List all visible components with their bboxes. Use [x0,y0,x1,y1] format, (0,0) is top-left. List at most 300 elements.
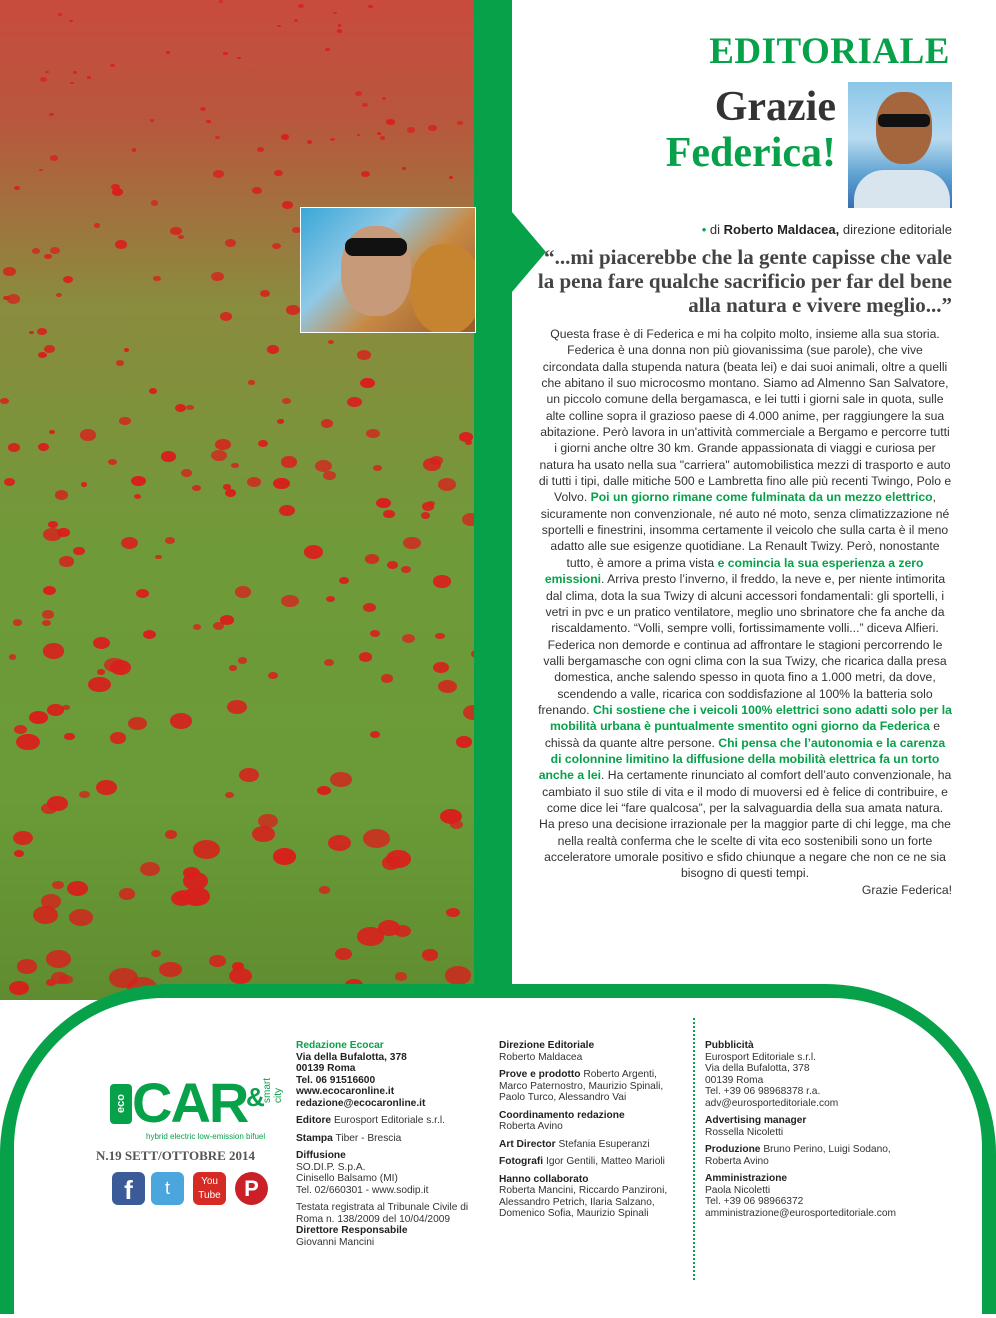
poppy [273,848,296,864]
poppy [321,419,333,427]
poppy [260,290,270,297]
poppy [13,619,22,626]
poppy [381,674,393,683]
youtube-icon[interactable]: You Tube [193,1172,226,1205]
poppy [178,235,184,239]
poppy [252,826,274,842]
poppy [323,471,336,480]
adv-label: Advertising manager [705,1115,807,1126]
poppy [193,840,220,859]
poppy [119,888,135,899]
body-text: Questa frase è di Federica e mi ha colpito molto, insieme alla sua storia. Federica è una donna non più giovanissima (sue parole), che vive circondata dalla stupenda natura (beata lei) e dai suoi animali, oltre a quelli che abitano il suo microcosmo montano. Siamo ad Almenno San Salvatore, un piccolo comune della bergamasca, e lei tutti i giorni sale in quota, sulle alte colline sopra il grazioso paese di 4.000 anime, per raggiungere la sua abitazione. Però lavora in un'attività commerciale a Bergamo e percorre tutti i giorni anche oltre 30 km. Grande appassionata di viaggi e curiosa per natura ha usato nella sua "carriera" automobilistica mezzi di trasporto e auto di tutti i tipi, dalle mitiche 500 e Lambretta fino alle più recenti Twingo, Polo e Volvo. [538,327,952,505]
headline-line2: Federica! [665,130,836,176]
redazione-website[interactable]: www.ecocaronline.it [296,1086,395,1097]
federica-dog-photo [300,207,476,333]
poppy [213,170,223,177]
poppy [79,791,90,799]
poppy [239,768,259,782]
poppy [73,71,77,74]
poppy [362,103,368,107]
poppy [370,630,381,638]
poppy [422,949,438,960]
coord-label: Coordinamento redazione [499,1109,625,1121]
amm-email[interactable]: amministrazione@eurosporteditoriale.com [705,1207,896,1219]
poppy [186,405,194,411]
poppy [229,665,237,670]
poppy [50,155,57,160]
poppy [257,147,264,152]
poppy [134,494,141,499]
issue-number: N.19 SETT/OTTOBRE 2014 [96,1148,256,1163]
author-photo [848,82,952,208]
logo-amp: & [246,1082,265,1112]
poppy [335,948,352,960]
poppy [258,814,278,828]
poppy [47,704,64,716]
poppy [38,352,47,358]
body-highlight: Chi sostiene che i veicoli 100% elettrici sono adatti solo per la mobilità urbana è puntualmente smentito ogni giorno da Federica [549,702,952,734]
poppy [165,830,177,839]
poppy [215,136,220,139]
poppy [119,417,131,425]
poppy [407,127,415,132]
poppy [47,796,68,811]
poppy [252,187,262,194]
poppy [231,463,239,469]
poppy [258,440,268,447]
headline-line1: Grazie [714,84,836,130]
poppy [438,478,456,491]
poppy [386,850,412,868]
prove-label: Prove e prodotto [499,1069,581,1080]
poppy [435,633,445,640]
logo-eco: eco [110,1084,132,1124]
pinterest-icon[interactable]: P [235,1172,268,1205]
amm-label: Amministrazione [705,1173,788,1184]
poppy [373,465,382,471]
coord-value: Roberta Avino [499,1121,563,1132]
green-stripe [474,0,512,1000]
poppy [403,537,421,549]
body-text: e chissà da quante altre persone. [544,719,941,750]
direzione-label: Direzione Editoriale [499,1040,595,1051]
poppy [46,950,71,968]
poppy [281,456,297,467]
twitter-icon[interactable]: t [151,1172,184,1205]
poppy [124,348,129,352]
poppy [238,657,247,663]
poppy [274,170,283,176]
facebook-icon[interactable]: f [112,1172,145,1205]
poppy [110,64,115,67]
diffusione-label: Diffusione [296,1150,346,1161]
poppy [328,835,351,851]
poppy [97,669,105,674]
poppy [338,24,341,26]
pubb-label: Pubblicità [705,1040,754,1051]
adv-value: Rossella Nicoletti [705,1126,784,1138]
poppy [151,950,161,957]
logo-tagline: hybrid electric low-emission bifuel [146,1132,266,1141]
amm-line: Tel. +39 06 98966372 [705,1196,804,1207]
poppy [298,4,304,8]
poppy [268,672,278,679]
poppy [401,566,410,573]
testata-text: Testata registrata al Tribunale Civile di Roma n. 138/2009 del 10/04/2009 [296,1202,469,1225]
poppy [70,82,74,85]
poppy [166,51,170,54]
redazione-line: Via della Bufalotta, 378 [296,1051,407,1063]
poppy [0,398,9,404]
poppy [211,272,224,281]
poppy [421,512,431,519]
poppy [209,955,226,967]
poppy [445,966,472,985]
bullet-icon: • [701,222,707,237]
poppy [29,331,34,335]
pubb-line: Tel. +39 06 98968378 r.a. [705,1086,821,1097]
poppy [136,589,149,598]
poppy [4,478,15,486]
poppy [286,305,299,314]
poppy [282,201,293,209]
poppy [14,725,27,734]
author-shirt [854,170,950,208]
poppy [143,630,156,639]
poppy [359,652,373,661]
poppy [223,52,227,55]
poppy [355,91,362,96]
poppy [211,450,227,461]
poppy [43,643,65,658]
poppy [93,637,110,649]
pubb-line: 00139 Roma [705,1074,764,1086]
dog [411,244,476,333]
poppy [279,419,285,423]
body-highlight: e comincia la sua esperienza a zero emissioni [544,555,924,587]
poppy [39,169,43,172]
stampa-value: Tiber - Brescia [335,1132,402,1144]
poppy [80,429,96,440]
poppy [450,820,463,829]
poppy [376,498,391,509]
poppy [206,120,211,124]
poppy [52,881,64,889]
poppy [155,555,162,560]
poppy [307,140,312,144]
poppy [45,71,49,73]
poppy [13,831,33,845]
art-value: Stefania Esuperanzi [558,1138,650,1150]
pubb-line: Eurosport Editoriale s.r.l. [705,1051,816,1063]
poppy [42,620,51,626]
poppy [337,29,342,32]
direttore-label: Direttore Responsabile [296,1225,408,1236]
diffusione-line: Tel. 02/660301 - www.sodip.it [296,1184,429,1196]
poppy [151,200,159,205]
foto-label: Fotografi [499,1156,544,1167]
body-text: . Arriva presto l’inverno, il freddo, la neve e, per niente intimorita dal clima, dota la sua Twizy di alcuni accessori fondamentali: gli sportelli, i vetri in pvc e un pratico ventilatore, meglio uno sbrinatore che fa anche da riscaldamento. “Volli, sempre volli, fortissimamente volli...” diceva Alfieri. Federica non demorde e continua ad affrontare le stagioni percorrendo le valli bergamasche con ogni clima con la sua Twizy, che ricarica dalla presa domestica, anche salendo spesso in quota fino a 1.000 metri, da dove, scendendo a valle, ricarica con soddisfazione al 100% la batteria solo frenando. [538,572,947,717]
poppy [237,57,241,60]
poppy [386,119,394,125]
collab-label: Hanno collaborato [499,1173,589,1185]
poppy [446,908,460,917]
article-body [538,326,952,898]
sunglasses [345,238,407,256]
poppy [402,634,415,643]
poppy [339,577,349,584]
author-sunglasses [878,114,930,127]
poppy [115,240,127,248]
poppy [58,13,61,15]
masthead-col2 [499,1040,685,1226]
poppy [108,459,117,465]
poppy [104,658,125,673]
direzione-value: Roberto Maldacea [499,1051,583,1063]
poppy [427,501,435,507]
poppy [116,360,124,365]
poppy [132,148,136,151]
poppy [433,662,448,673]
poppy [87,76,90,78]
poppy [370,731,380,738]
poppy [360,378,375,389]
poppy [9,981,29,995]
poppy [38,443,50,451]
prod-value: Bruno Perino, Luigi Sodano, Roberta Avino [705,1144,891,1167]
prod-label: Produzione [705,1144,761,1155]
byline-role: direzione editoriale [842,222,952,237]
poppy [365,554,379,564]
poppy [402,167,406,169]
author-head [876,92,932,164]
poppy [387,561,398,569]
stampa-label: Stampa [296,1132,333,1144]
diffusione-line: Cinisello Balsamo (MI) [296,1173,398,1184]
poppy [73,547,84,555]
poppy [181,469,192,477]
poppy [272,243,280,249]
poppy [63,276,73,283]
signoff: Grazie Federica! [861,882,952,897]
diffusione-line: SO.DI.P. S.p.A. [296,1161,366,1173]
poppy [14,850,24,857]
poppy [43,528,62,541]
byline-author: Roberto Maldacea, [723,222,840,237]
poppy [56,293,62,297]
poppy [29,711,48,724]
poppy [69,909,93,926]
poppy [49,113,54,117]
poppy [51,972,67,983]
poppy [282,398,290,404]
poppy [438,680,457,693]
poppy [330,772,351,787]
redazione-line: Tel. 06 91516600 [296,1074,376,1086]
poppy [55,490,68,499]
poppy [317,786,331,795]
poppy [213,622,224,630]
poppy [14,186,20,190]
poppy [43,586,56,595]
poppy [149,388,157,394]
poppy [200,107,206,111]
poppy [131,476,146,486]
poppy [59,556,73,566]
poppy-field-photo [0,0,478,1000]
poppy [328,340,334,344]
prove-value: Roberto Argenti, Marco Paternostro, Maurizio Spinali, Paolo Turco, Alessandro Vai [499,1069,664,1103]
byline-prefix: di [709,222,721,237]
poppy [3,267,16,276]
logo-smart: smart city [262,1078,284,1103]
poppy [363,829,390,848]
poppy [229,968,252,984]
poppy [110,732,126,743]
poppy [225,792,234,798]
poppy [44,345,55,353]
poppy [377,132,381,135]
poppy [247,477,261,487]
poppy [325,48,330,51]
editore-value: Eurosport Editoriale s.r.l. [333,1115,445,1126]
pubb-email[interactable]: adv@eurosporteditoriale.com [705,1097,839,1109]
poppy [294,19,298,22]
poppy [159,962,182,978]
byline [702,222,952,237]
poppy [394,925,412,937]
poppy [235,586,251,597]
redazione-title: Redazione Ecocar [296,1040,384,1051]
pubb-line: Via della Bufalotta, 378 [705,1063,810,1074]
poppy [33,906,58,924]
poppy [165,537,175,544]
poppy [366,429,380,439]
section-title: EDITORIALE [709,31,950,72]
poppy [281,134,289,140]
poppy [3,296,9,301]
poppy [304,545,324,559]
poppy [315,460,332,472]
redazione-email[interactable]: redazione@ecocaronline.it [296,1097,426,1109]
poppy [333,12,337,15]
poppy [220,312,232,321]
poppy [319,886,329,893]
poppy [324,659,334,666]
poppy [219,0,223,3]
redazione-line: 00139 Roma [296,1063,356,1074]
poppy [428,125,436,131]
body-highlight: Chi pensa che l’autonomia e la carenza di colonnine limitino la diffusione della mobilità elettrica fa un torto anche a lei [538,735,946,783]
masthead-col1 [296,1040,486,1248]
poppy [430,456,442,465]
poppy [433,575,450,587]
poppy [267,345,279,353]
poppy [16,734,40,751]
pull-quote: “...mi piacerebbe che la gente capisse che vale la pena fare qualche sacrificio per far del bene alla natura e vivere meglio...” [537,245,952,317]
poppy [279,505,295,516]
poppy [357,350,371,360]
poppy [330,138,335,141]
poppy [449,176,453,179]
art-label: Art Director [499,1138,556,1150]
body-text: , sicuramente non convenzionale, né auto né moto, senza climatizzazione né sportelli e finestrini, insomma certamente il veicolo che sulla carta è il meno adatto alle sue esigenze quotidiane. La Renault Twizy. Però, nonostante tutto, è amore a prima vista [540,490,950,570]
poppy [273,478,289,489]
poppy [277,25,281,28]
direttore-value: Giovanni Mancini [296,1236,375,1248]
poppy [459,432,472,441]
foto-value: Igor Gentili, Matteo Marioli [545,1156,665,1167]
poppy [49,430,55,435]
column-divider [693,1018,695,1280]
poppy [382,97,386,100]
poppy [395,972,407,980]
poppy [128,717,147,730]
poppy [363,603,376,612]
poppy [225,239,236,247]
poppy [32,248,40,254]
poppy [96,780,117,794]
amm-line: Paola Nicoletti [705,1184,771,1196]
poppy [248,380,254,384]
poppy [347,397,362,407]
poppy [281,595,298,607]
collab-value: Roberta Mancini, Riccardo Panzironi, Alessandro Petrich, Ilaria Salzano, Domenico Sofia, Maurizio Spinali [499,1185,668,1219]
poppy [383,510,395,518]
poppy [175,404,186,412]
poppy [456,736,472,748]
poppy [153,276,161,281]
poppy [192,485,201,491]
poppy [40,77,48,82]
poppy [150,119,154,122]
poppy [37,328,47,335]
poppy [81,482,87,486]
poppy [94,223,101,228]
poppy [8,443,20,452]
poppy [112,188,123,196]
poppy [50,247,60,254]
poppy [174,890,192,903]
poppy [368,5,373,8]
poppy [215,439,230,450]
poppy [326,596,335,602]
poppy [48,521,57,528]
poppy [69,20,73,23]
poppy [361,171,370,177]
masthead-col3 [705,1040,905,1225]
poppy [193,624,202,630]
poppy [42,610,55,619]
body-text: . Ha certamente rinunciato al comfort dell’auto convenzionale, ha cambiato il suo stile di vita e il modo di muoversi ed è felice di contribuire, e come dice lei “fare qualcosa”, per la salvaguardia della sua amata natura. Ha preso una decisione irrazionale per la maggior parte di chi legge, ma che nella realtà conferma che le scelte di vita eco sostenibili sono un forte acceleratore umorale positivo e sfido chiunque a negare che non ce ne sia bisogno di questi tempi. [539,768,952,881]
poppy [140,862,160,876]
poppy [380,136,386,140]
poppy [457,121,463,125]
poppy [9,654,17,659]
poppy [44,254,52,260]
poppy [17,959,38,973]
poppy [88,677,110,693]
poppy [223,484,230,489]
poppy [227,700,247,714]
poppy [64,733,75,741]
body-highlight: Poi un giorno rimane come fulminata da un mezzo elettrico [590,490,933,505]
poppy [161,451,176,461]
poppy [225,489,236,497]
poppy [67,881,88,896]
poppy [357,134,360,136]
editore-label: Editore [296,1115,332,1126]
